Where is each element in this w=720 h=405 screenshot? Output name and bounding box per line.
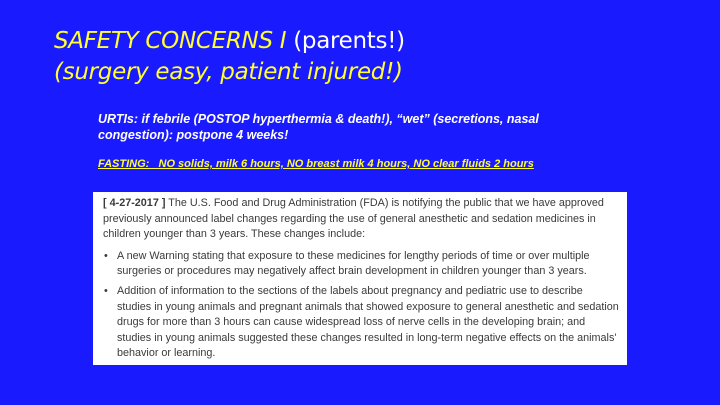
title-line-1: [54, 26, 405, 57]
title-safety-concerns: SAFETY CONCERNS I: [54, 28, 287, 54]
slide-title: [54, 26, 405, 88]
fda-bullet-text: Addition of information to the sections of the labels about pregnancy and pediatric use to describe studies in young animals and pregnant animals that showed exposure to general anesthetic and sedation drugs for more than 3 hours can cause widespread loss of nerve cells in the developing brain; and studies in young animals suggested these changes resulted in long-term negative effects on the animals' behavior or learning.: [117, 284, 619, 360]
urti-guideline: URTIs: if febrile (POSTOP hyperthermia & death!), “wet” (secretions, nasal congestion): postpone 4 weeks!: [98, 112, 539, 142]
fda-bullet-text: A new Warning stating that exposure to these medicines for lengthy periods of time or over multiple surgeries or procedures may negatively affect brain development in children younger than 3 years.: [117, 249, 590, 278]
title-parents: (parents!): [286, 28, 405, 54]
list-item: [103, 284, 619, 362]
fasting-guideline: FASTING: NO solids, milk 6 hours, NO breast milk 4 hours, NO clear fluids 2 hours: [98, 158, 534, 170]
bullet-icon: •: [104, 249, 108, 262]
list-item: [103, 249, 619, 280]
fda-intro: The U.S. Food and Drug Administration (FDA) is notifying the public that we have approved previously announced label changes regarding the use of general anesthetic and sedation medicines in children younger than 3 years. These changes include:: [103, 197, 604, 241]
fda-changes-list: [103, 249, 619, 362]
bullet-icon: •: [104, 284, 108, 297]
fda-intro-paragraph: [103, 196, 619, 243]
fda-notice-box: [93, 192, 627, 365]
title-line-2: (surgery easy, patient injured!): [54, 59, 403, 85]
fda-date: [ 4-27-2017 ]: [103, 197, 166, 209]
